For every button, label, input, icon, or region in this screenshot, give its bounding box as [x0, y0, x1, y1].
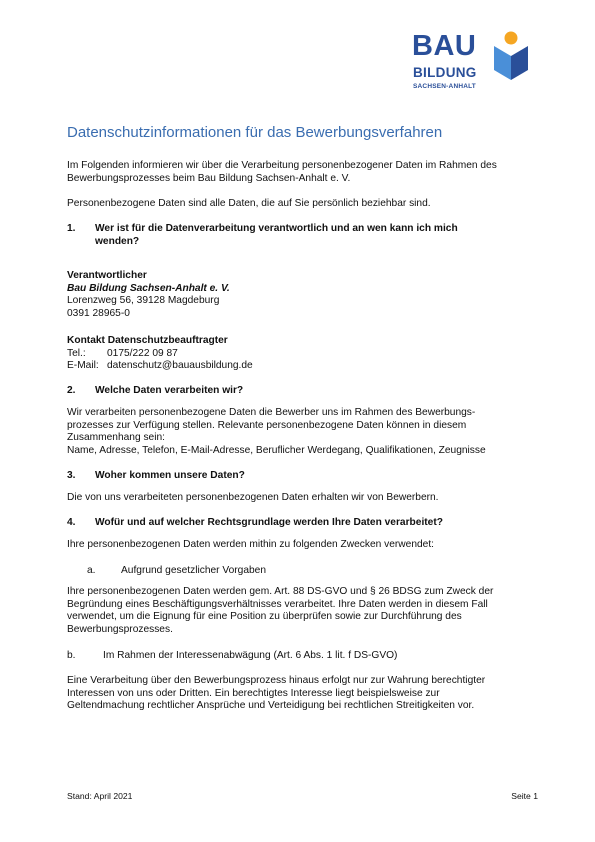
section-number: 2. — [67, 385, 76, 396]
intro-line: Personenbezogene Daten sind alle Daten, die auf Sie persönlich beziehbar sind. — [67, 198, 431, 209]
sub-label: a. — [87, 565, 96, 576]
logo-text-bau: BAU — [412, 30, 477, 62]
sub-heading: Aufgrund gesetzlicher Vorgaben — [121, 565, 266, 576]
logo-text-region: SACHSEN-ANHALT — [413, 83, 476, 90]
logo-book-icon — [492, 30, 530, 82]
section-heading: Wofür und auf welcher Rechtsgrundlage werden Ihre Daten verarbeitet? — [95, 517, 443, 528]
body-line: Zusammenhang sein: — [67, 432, 165, 444]
responsible-phone: 0391 28965-0 — [67, 307, 130, 319]
responsible-address: Lorenzweg 56, 39128 Magdeburg — [67, 295, 220, 307]
dpo-phone-label: Tel.: — [67, 347, 86, 359]
logo — [412, 30, 532, 94]
sub-label: b. — [67, 650, 76, 661]
dpo-label: Kontakt Datenschutzbeauftragter — [67, 335, 228, 346]
section-heading: wenden? — [95, 235, 140, 247]
body-line: Ihre personenbezogenen Daten werden mithin zu folgenden Zwecken verwendet: — [67, 539, 434, 550]
section-number: 3. — [67, 470, 76, 481]
body-line: prozesses zur Verfügung stellen. Relevante personenbezogene Daten können in diesem — [67, 419, 467, 431]
section-number: 4. — [67, 517, 76, 528]
body-line: Bewerbungsprozesses. — [67, 623, 173, 635]
responsible-name: Bau Bildung Sachsen-Anhalt e. V. — [67, 282, 230, 294]
body-line: Geltendmachung rechtlicher Ansprüche und Verteidigung bei rechtlichen Streitigkeiten vor. — [67, 700, 475, 712]
dpo-phone: 0175/222 09 87 — [107, 347, 178, 359]
body-line: Wir verarbeiten personenbezogene Daten die Bewerber uns im Rahmen des Bewerbungs- — [67, 407, 476, 418]
intro-line: Im Folgenden informieren wir über die Verarbeitung personenbezogener Daten im Rahmen des — [67, 160, 497, 171]
sub-heading: Im Rahmen der Interessenabwägung (Art. 6 Abs. 1 lit. f DS-GVO) — [103, 650, 398, 661]
dpo-phone-row — [67, 348, 537, 361]
body-line: verwendet, um die Eignung für eine Position zu überprüfen sowie zur Durchführung des — [67, 611, 462, 623]
body-line: Die von uns verarbeiteten personenbezogenen Daten erhalten wir von Bewerbern. — [67, 492, 439, 503]
responsible-label: Verantwortlicher — [67, 270, 147, 281]
body-line: Ihre personenbezogenen Daten werden gem. Art. 88 DS-GVO und § 26 BDSG zum Zweck der — [67, 586, 494, 597]
footer-page-number: Seite 1 — [511, 791, 538, 801]
body-line: Eine Verarbeitung über den Bewerbungsprozess hinaus erfolgt nur zur Wahrung berechtigter — [67, 675, 486, 686]
section-number: 1. — [67, 223, 76, 234]
body-line: Begründung eines Beschäftigungsverhältnisses verarbeitet. Ihre Daten werden in diesem Fall — [67, 598, 488, 610]
dpo-mail-row — [67, 360, 537, 373]
dpo-mail-label: E-Mail: — [67, 360, 99, 372]
page-title: Datenschutzinformationen für das Bewerbungsverfahren — [67, 124, 443, 141]
logo-text-bildung: BILDUNG — [413, 65, 477, 80]
dpo-email-link[interactable]: datenschutz@bauausbildung.de — [107, 360, 253, 372]
intro-line: Bewerbungsprozesses beim Bau Bildung Sachsen-Anhalt e. V. — [67, 172, 351, 184]
section-heading: Wer ist für die Datenverarbeitung verantwortlich und an wen kann ich mich — [95, 223, 458, 234]
section-heading: Welche Daten verarbeiten wir? — [95, 385, 244, 396]
section-heading: Woher kommen unsere Daten? — [95, 470, 245, 481]
footer-date: Stand: April 2021 — [67, 791, 133, 801]
body-line: Interessen von uns oder Dritten. Ein berechtigtes Interesse liegt beispielsweise zur — [67, 687, 440, 699]
body-line: Name, Adresse, Telefon, E-Mail-Adresse, Beruflicher Werdegang, Qualifikationen, Zeugnisse — [67, 444, 486, 456]
